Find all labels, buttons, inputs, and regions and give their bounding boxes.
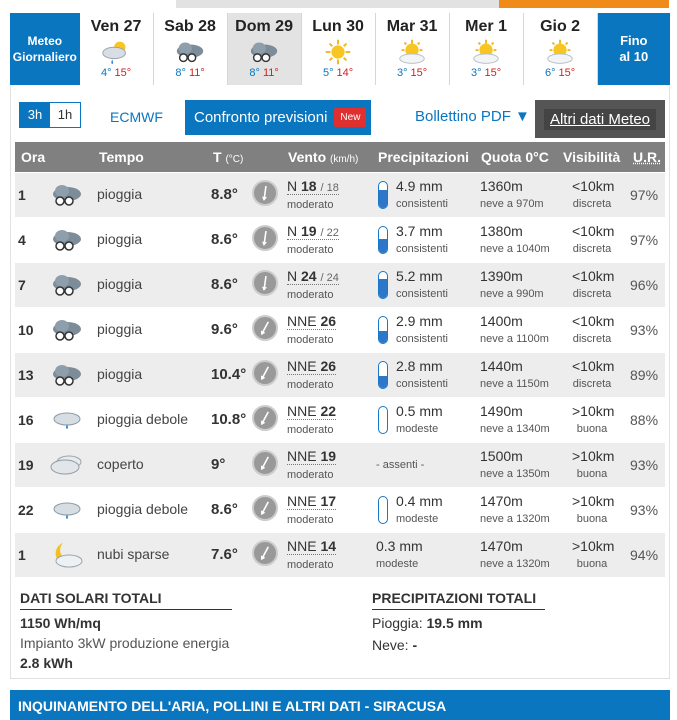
sun-cloud-icon — [524, 38, 597, 66]
header-vento: Vento (km/h) — [288, 149, 359, 165]
row-hour: 10 — [18, 322, 34, 338]
rain-sun-icon — [80, 38, 153, 66]
row-temperature: 10.8° — [211, 411, 247, 428]
row-visibility: >10km buona — [572, 493, 615, 525]
sun-icon — [302, 38, 375, 66]
row-visibility: >10km buona — [572, 448, 615, 480]
row-temperature: 8.6° — [211, 501, 238, 518]
row-weather-desc: nubi sparse — [97, 546, 170, 562]
drizzle-cloud-icon — [49, 496, 85, 524]
wind-direction-icon — [252, 405, 278, 431]
row-humidity: 88% — [630, 412, 659, 428]
model-label[interactable]: ECMWF — [110, 109, 163, 125]
row-hour: 19 — [18, 457, 34, 473]
row-wind: NNE 17 moderato — [287, 493, 337, 526]
rain-cloud-icon — [49, 181, 85, 209]
precip-title: PRECIPITAZIONI TOTALI — [372, 590, 545, 610]
day-tab[interactable] — [524, 13, 598, 85]
table-row[interactable] — [15, 353, 665, 397]
row-wind: N 19 / 22 moderato — [287, 223, 339, 256]
day-name: Lun 30 — [312, 18, 364, 35]
header-precipitazioni: Precipitazioni — [378, 149, 470, 165]
table-row[interactable] — [15, 173, 665, 217]
table-header — [15, 142, 665, 172]
row-weather-desc: pioggia — [97, 231, 143, 247]
row-precipitation: 2.9 mm consistenti — [396, 313, 448, 345]
tab-1h[interactable]: 1h — [57, 107, 73, 122]
row-precipitation: 0.3 mm modeste — [376, 538, 423, 570]
row-weather-desc: pioggia — [97, 321, 143, 337]
sun-cloud-icon — [450, 38, 523, 66]
day-name: Sab 28 — [164, 18, 216, 35]
day-temps: 3° 15° — [470, 67, 502, 79]
row-freezing-level: 1470m neve a 1320m — [480, 538, 550, 570]
wind-direction-icon — [252, 540, 278, 566]
row-temperature: 8.6° — [211, 231, 238, 248]
solar-title: DATI SOLARI TOTALI — [20, 590, 232, 610]
rain-cloud-icon — [49, 361, 85, 389]
precip-neve: Neve: - — [372, 637, 418, 653]
tab-3h[interactable]: 3h — [20, 103, 50, 127]
row-weather-desc: pioggia — [97, 276, 143, 292]
day-name: Mer 1 — [465, 18, 507, 35]
wind-direction-icon — [252, 360, 278, 386]
row-precipitation: 4.9 mm consistenti — [396, 178, 448, 210]
day-tab[interactable] — [450, 13, 524, 85]
row-precipitation: 0.5 mm modeste — [396, 403, 443, 435]
top-accent-strip — [499, 0, 669, 8]
row-visibility: <10km discreta — [572, 223, 615, 255]
row-hour: 13 — [18, 367, 34, 383]
day-temps: 5° 14° — [322, 67, 354, 79]
row-humidity: 93% — [630, 457, 659, 473]
row-visibility: >10km buona — [572, 538, 615, 570]
rain-cloud-icon — [49, 316, 85, 344]
day-tab[interactable] — [376, 13, 450, 85]
day-temps: 8° 11° — [175, 67, 205, 79]
row-visibility: <10km discreta — [572, 313, 615, 345]
table-row[interactable] — [15, 218, 665, 262]
row-freezing-level: 1500m neve a 1350m — [480, 448, 550, 480]
precip-level-bar — [378, 496, 388, 524]
header-ora: Ora — [21, 149, 46, 165]
row-humidity: 97% — [630, 232, 659, 248]
row-wind: NNE 14 moderato — [287, 538, 337, 571]
interval-toggle — [19, 100, 81, 130]
row-visibility: <10km discreta — [572, 178, 615, 210]
row-weather-desc: pioggia debole — [97, 501, 189, 517]
row-visibility: >10km buona — [572, 403, 615, 435]
row-humidity: 96% — [630, 277, 659, 293]
altri-dati-meteo-button[interactable]: Altri dati Meteo — [535, 100, 665, 138]
row-wind: NNE 22 moderato — [287, 403, 337, 436]
wind-direction-icon — [252, 315, 278, 341]
row-temperature: 7.6° — [211, 546, 238, 563]
table-row[interactable] — [15, 263, 665, 307]
row-wind: NNE 19 moderato — [287, 448, 337, 481]
row-temperature: 9.6° — [211, 321, 238, 338]
row-temperature: 8.8° — [211, 186, 238, 203]
sun-cloud-icon — [376, 38, 449, 66]
header-visibilita: Visibilità — [563, 149, 621, 165]
row-freezing-level: 1380m neve a 1040m — [480, 223, 550, 255]
table-row[interactable] — [15, 488, 665, 532]
wind-direction-icon — [252, 450, 278, 476]
row-humidity: 89% — [630, 367, 659, 383]
precip-level-bar — [378, 406, 388, 434]
row-hour: 16 — [18, 412, 34, 428]
rain-cloud-icon — [49, 226, 85, 254]
day-tab[interactable] — [302, 13, 376, 85]
row-freezing-level: 1470m neve a 1320m — [480, 493, 550, 525]
day-temps: 4° 15° — [100, 67, 132, 79]
row-temperature: 10.4° — [211, 366, 247, 383]
solar-impianto: Impianto 3kW produzione energia — [20, 635, 230, 651]
precip-level-bar — [378, 181, 388, 209]
table-row[interactable] — [15, 398, 665, 442]
row-wind: N 24 / 24 moderato — [287, 268, 339, 301]
row-hour: 1 — [18, 187, 26, 203]
row-humidity: 94% — [630, 547, 659, 563]
row-precipitation: - assenti - — [376, 459, 425, 471]
row-humidity: 93% — [630, 502, 659, 518]
precip-level-bar — [378, 226, 388, 254]
precip-level-bar — [378, 361, 388, 389]
solar-kwh: 2.8 kWh — [20, 655, 73, 671]
row-weather-desc: pioggia — [97, 366, 143, 382]
row-wind: NNE 26 moderato — [287, 313, 337, 346]
bollettino-pdf-link[interactable]: Bollettino PDF ▼ — [415, 108, 530, 125]
rain-cloud-icon — [154, 38, 227, 66]
row-visibility: <10km discreta — [572, 358, 615, 390]
row-precipitation: 3.7 mm consistenti — [396, 223, 448, 255]
day-tab[interactable] — [228, 13, 302, 85]
row-visibility: <10km discreta — [572, 268, 615, 300]
row-freezing-level: 1390m neve a 990m — [480, 268, 544, 300]
table-row[interactable] — [15, 308, 665, 352]
overcast-icon — [49, 451, 85, 479]
moon-cloud-icon — [49, 541, 85, 569]
day-temps: 8° 11° — [249, 67, 279, 79]
confronto-previsioni-button[interactable]: Confronto previsioni New — [185, 100, 371, 135]
row-hour: 4 — [18, 232, 26, 248]
day-name: Ven 27 — [90, 18, 142, 35]
table-row[interactable] — [15, 533, 665, 577]
day-name: Dom 29 — [235, 18, 293, 35]
wind-direction-icon — [252, 495, 278, 521]
row-wind: N 18 / 18 moderato — [287, 178, 339, 211]
row-weather-desc: coperto — [97, 456, 144, 472]
precip-level-bar — [378, 271, 388, 299]
new-badge: New — [334, 108, 366, 127]
solar-value: 1150 Wh/mq — [20, 615, 101, 631]
row-temperature: 8.6° — [211, 276, 238, 293]
row-freezing-level: 1490m neve a 1340m — [480, 403, 550, 435]
meteo-giornaliero-button[interactable]: Meteo Giornaliero — [10, 13, 80, 85]
row-freezing-level: 1440m neve a 1150m — [480, 358, 549, 390]
day-name: Gio 2 — [540, 18, 581, 35]
wind-direction-icon — [252, 180, 278, 206]
row-precipitation: 2.8 mm consistenti — [396, 358, 448, 390]
day-tab[interactable] — [80, 13, 154, 85]
day-temps: 3° 15° — [396, 67, 428, 79]
row-temperature: 9° — [211, 456, 226, 473]
row-weather-desc: pioggia debole — [97, 411, 189, 427]
totals-section — [15, 580, 665, 676]
rain-cloud-icon — [49, 271, 85, 299]
row-wind: NNE 26 moderato — [287, 358, 337, 391]
row-humidity: 97% — [630, 187, 659, 203]
day-temps: 6° 15° — [544, 67, 576, 79]
row-hour: 22 — [18, 502, 34, 518]
table-row[interactable] — [15, 443, 665, 487]
precip-pioggia: Pioggia: 19.5 mm — [372, 615, 483, 631]
header-ur: U.R. — [633, 149, 661, 165]
row-freezing-level: 1400m neve a 1100m — [480, 313, 549, 345]
header-quota: Quota 0°C — [481, 149, 549, 165]
wind-direction-icon — [252, 225, 278, 251]
day-tab[interactable] — [154, 13, 228, 85]
rain-cloud-icon — [228, 38, 301, 66]
row-weather-desc: pioggia — [97, 186, 143, 202]
row-humidity: 93% — [630, 322, 659, 338]
drizzle-cloud-icon — [49, 406, 85, 434]
day-selector — [10, 13, 670, 85]
fino-al-10-button[interactable]: Fino al 10 — [598, 13, 670, 85]
header-tempo: Tempo — [99, 149, 144, 165]
pollution-section-link[interactable]: INQUINAMENTO DELL'ARIA, POLLINI E ALTRI DATI - SIRACUSA — [10, 690, 670, 720]
wind-direction-icon — [252, 270, 278, 296]
precip-level-bar — [378, 316, 388, 344]
top-strip — [176, 0, 499, 8]
day-name: Mar 31 — [386, 18, 438, 35]
header-t: T (°C) — [213, 149, 244, 165]
row-precipitation: 0.4 mm modeste — [396, 493, 443, 525]
row-precipitation: 5.2 mm consistenti — [396, 268, 448, 300]
row-freezing-level: 1360m neve a 970m — [480, 178, 544, 210]
row-hour: 7 — [18, 277, 26, 293]
row-hour: 1 — [18, 547, 26, 563]
